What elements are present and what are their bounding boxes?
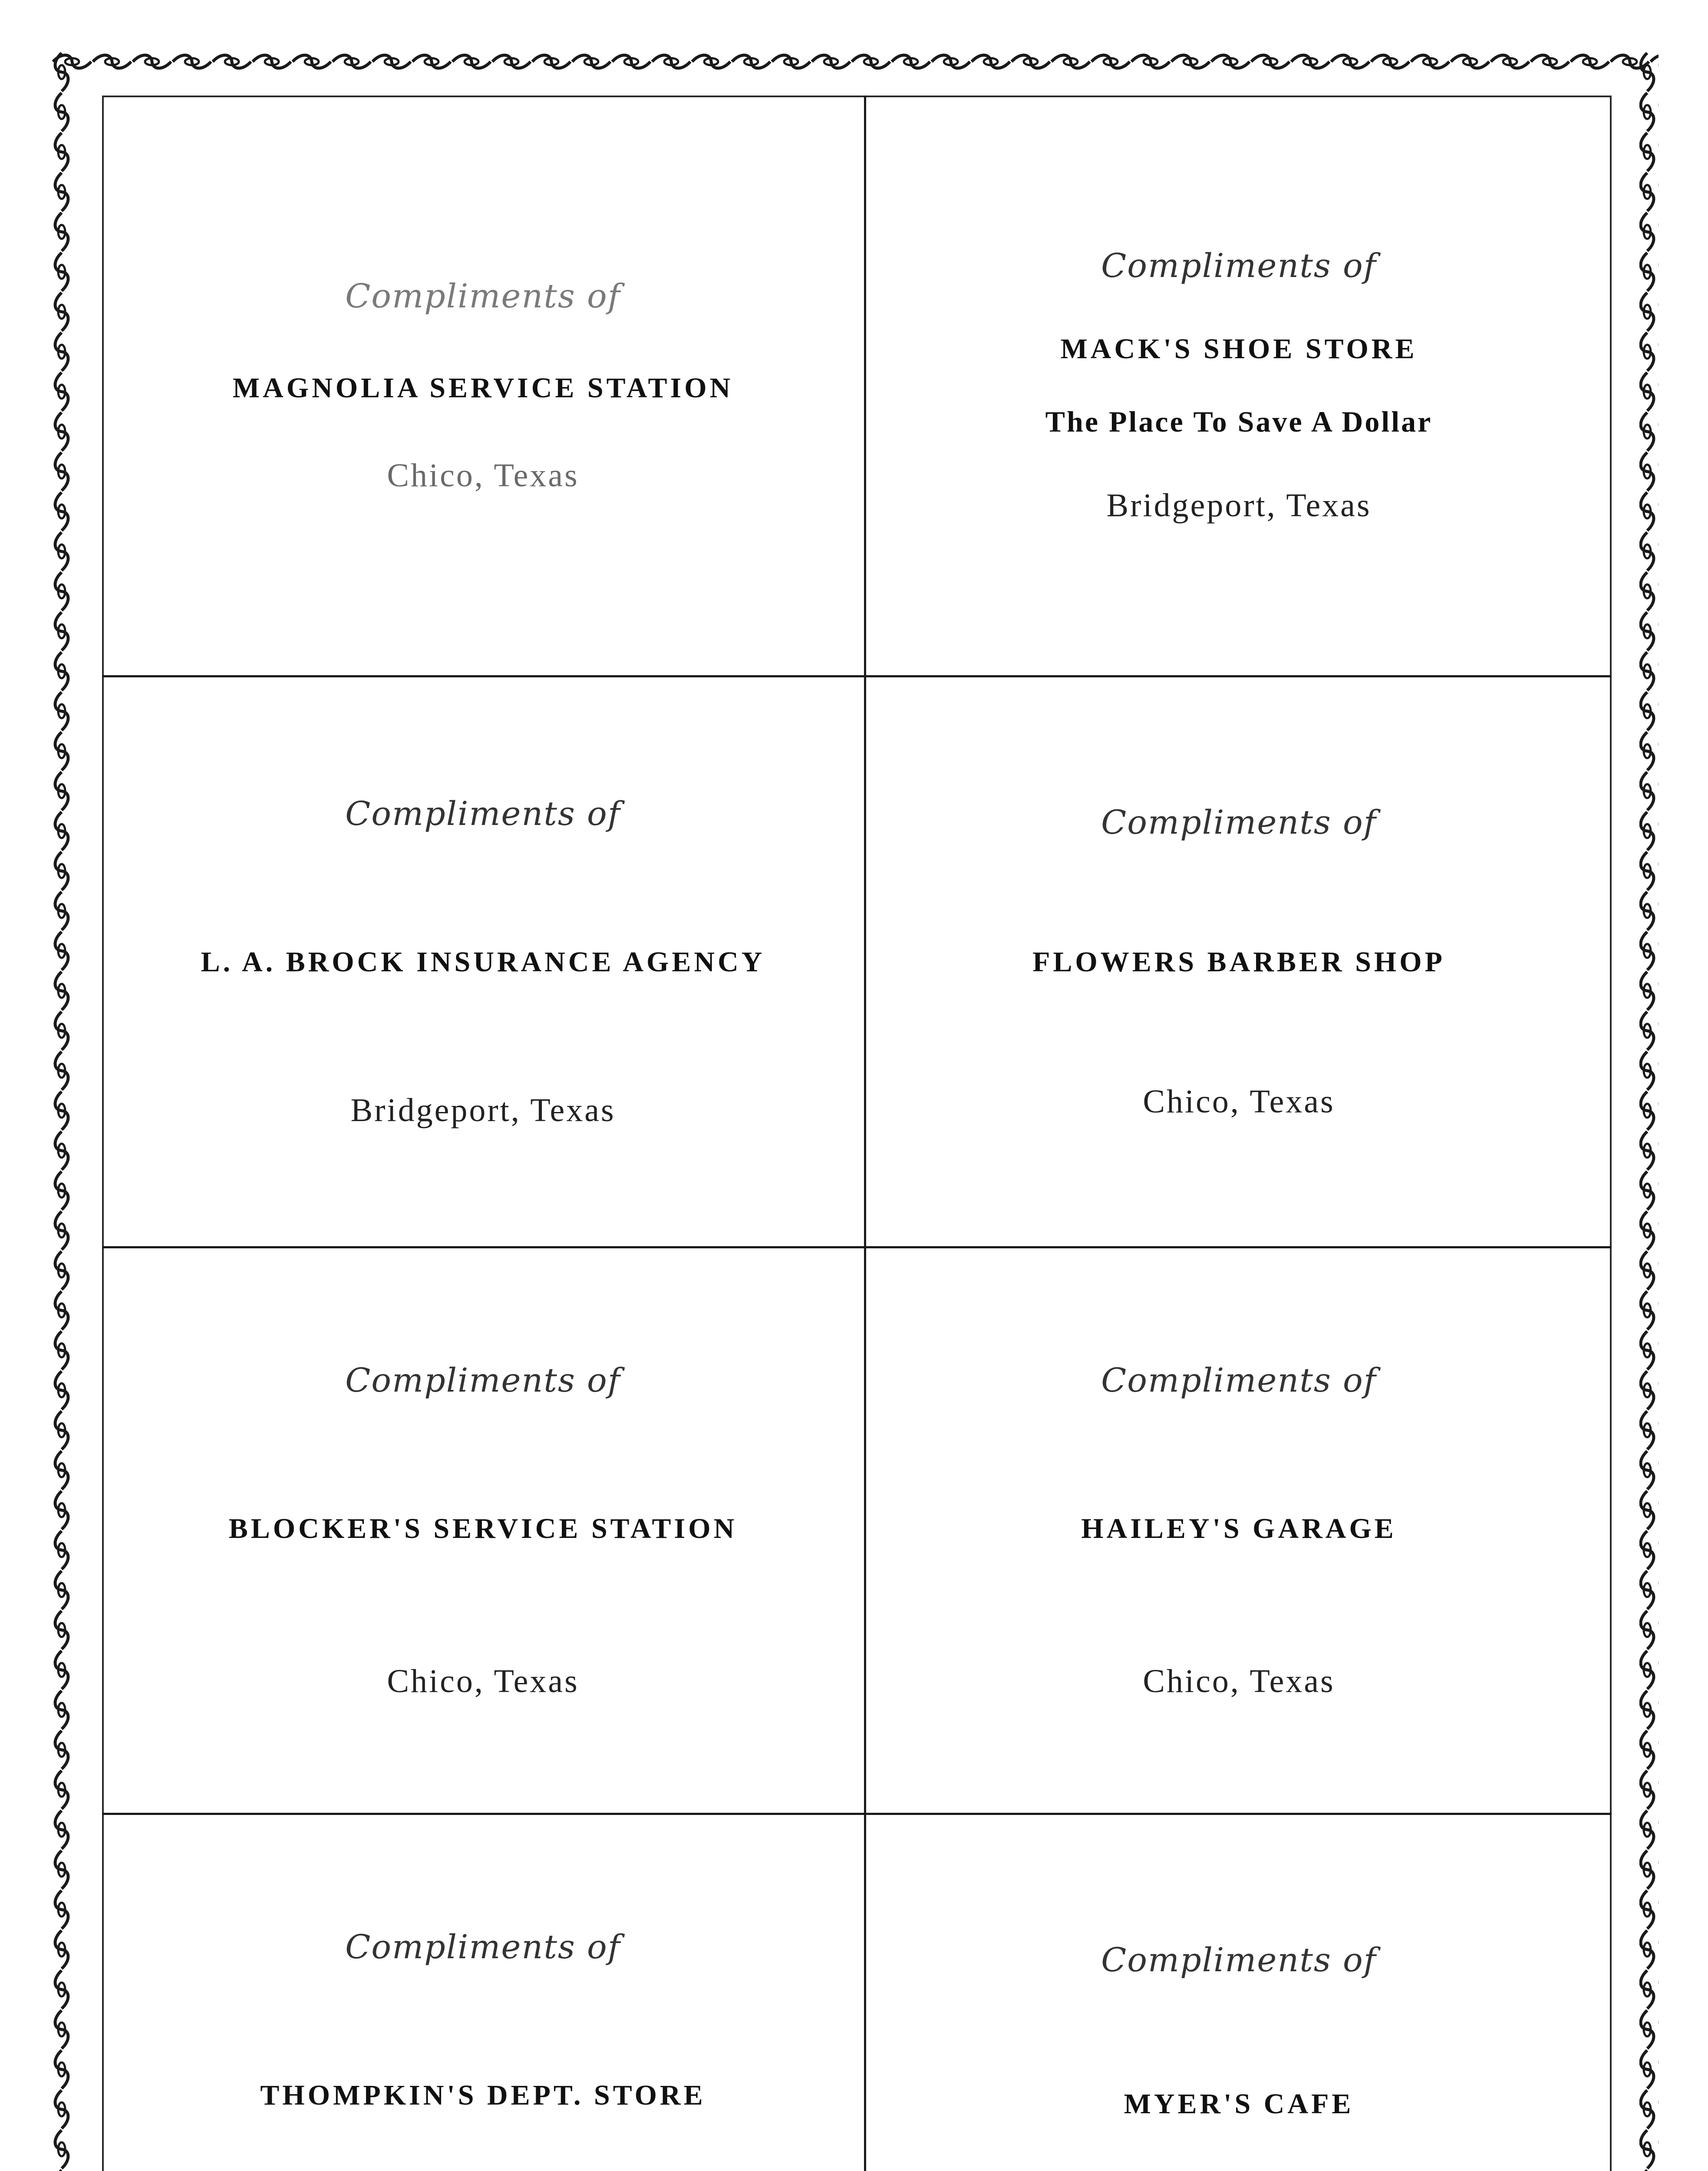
compliments-text: Compliments of <box>345 1927 621 1966</box>
compliments-text: Compliments of <box>345 794 621 833</box>
ad-cell <box>102 96 866 677</box>
ad-cell <box>866 1248 1612 1815</box>
compliments-text: Compliments of <box>1101 246 1377 285</box>
ad-cell <box>866 1815 1612 2171</box>
ad-grid <box>102 96 1612 2171</box>
location-text: Bridgeport, Texas <box>350 1092 616 1128</box>
compliments-text: Compliments of <box>345 276 621 315</box>
business-name: MAGNOLIA SERVICE STATION <box>232 372 734 404</box>
location-text: Chico, Texas <box>387 457 579 494</box>
location-text: Bridgeport, Texas <box>1106 487 1372 524</box>
tagline-text: The Place To Save A Dollar <box>1045 405 1433 438</box>
ad-cell <box>102 1248 866 1815</box>
compliments-text: Compliments of <box>1101 1940 1377 1979</box>
ad-cell <box>866 677 1612 1248</box>
ad-cell <box>102 677 866 1248</box>
business-name: MYER'S CAFE <box>1124 2088 1354 2120</box>
location-text: Chico, Texas <box>387 1663 579 1699</box>
compliments-text: Compliments of <box>345 1361 621 1399</box>
business-name: FLOWERS BARBER SHOP <box>1032 946 1445 978</box>
business-name: BLOCKER'S SERVICE STATION <box>228 1513 738 1544</box>
business-name: MACK'S SHOE STORE <box>1060 333 1418 365</box>
ad-cell <box>866 96 1612 677</box>
compliments-text: Compliments of <box>1101 803 1377 841</box>
business-name: HAILEY'S GARAGE <box>1081 1513 1397 1544</box>
business-name: L. A. BROCK INSURANCE AGENCY <box>201 946 765 978</box>
compliments-text: Compliments of <box>1101 1361 1377 1399</box>
ad-cell <box>102 1815 866 2171</box>
location-text: Chico, Texas <box>1143 1663 1335 1699</box>
business-name: THOMPKIN'S DEPT. STORE <box>260 2079 706 2111</box>
location-text: Chico, Texas <box>1143 1083 1335 1120</box>
